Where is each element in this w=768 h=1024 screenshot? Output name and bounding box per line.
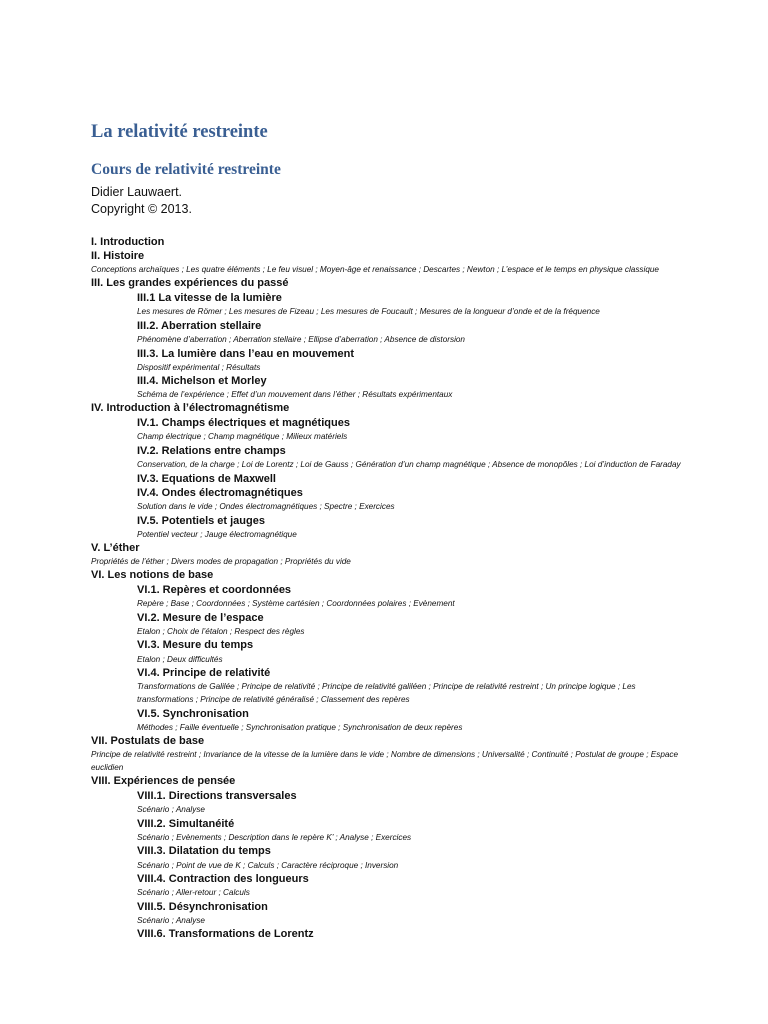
toc-section-heading: III.4. Michelson et Morley <box>137 375 267 388</box>
toc-section-heading: III.3. La lumière dans l’eau en mouvement <box>137 347 355 360</box>
toc-topic-list: Champ électrique ; Champ magnétique ; Milieux matériels <box>137 432 348 442</box>
toc-topic-list: Potentiel vecteur ; Jauge électromagnétique <box>137 530 297 540</box>
toc-topic-list: Etalon ; Deux difficultés <box>137 654 223 664</box>
toc-section-heading: VIII.2. Simultanéité <box>137 817 235 830</box>
toc-chapter-heading: VI. Les notions de base <box>91 569 214 582</box>
toc-section-heading: VIII.3. Dilatation du temps <box>137 845 271 858</box>
document-subtitle: Cours de relativité restreinte <box>91 161 281 178</box>
document-title: La relativité restreinte <box>91 122 268 142</box>
toc-section-heading: VIII.5. Désynchronisation <box>137 900 268 913</box>
table-of-contents <box>91 235 681 942</box>
toc-topic-list: Etalon ; Choix de l’étalon ; Respect des règles <box>137 626 305 636</box>
toc-section-heading: VI.3. Mesure du temps <box>137 639 254 652</box>
toc-chapter-heading: VII. Postulats de base <box>91 735 205 748</box>
toc-topic-list: Conservation, de la charge ; Loi de Lorentz ; Loi de Gauss ; Génération d’un champ magnétique ; Absence de monopôles ; Loi d’induction de Faraday <box>137 460 681 470</box>
toc-section-heading: IV.1. Champs électriques et magnétiques <box>137 417 350 430</box>
toc-topic-list: Scénario ; Analyse <box>137 805 205 815</box>
toc-chapter-heading: VIII. Expériences de pensée <box>91 775 236 788</box>
toc-chapter-heading: II. Histoire <box>91 250 145 263</box>
toc-section-heading: VIII.4. Contraction des longueurs <box>137 873 309 886</box>
toc-section-heading: VIII.6. Transformations de Lorentz <box>137 928 314 941</box>
toc-section-heading: IV.5. Potentiels et jauges <box>137 514 265 527</box>
toc-section-heading: VI.1. Repères et coordonnées <box>137 584 292 597</box>
toc-section-heading: III.2. Aberration stellaire <box>137 319 262 332</box>
toc-section-heading: IV.4. Ondes électromagnétiques <box>137 487 303 500</box>
toc-section-heading: IV.3. Equations de Maxwell <box>137 472 276 485</box>
toc-chapter-heading: IV. Introduction à l’électromagnétisme <box>91 402 290 415</box>
toc-topic-list: Repère ; Base ; Coordonnées ; Système cartésien ; Coordonnées polaires ; Evènement <box>137 599 455 609</box>
toc-topic-list: Solution dans le vide ; Ondes électromagnétiques ; Spectre ; Exercices <box>137 502 395 512</box>
toc-topic-list: Scénario ; Point de vue de K ; Calculs ; Caractère réciproque ; Inversion <box>137 860 399 870</box>
toc-topic-list: Les mesures de Römer ; Les mesures de Fizeau ; Les mesures de Foucault ; Mesures de la longueur d’onde et de la fréquence <box>137 307 600 317</box>
toc-section-heading: III.1 La vitesse de la lumière <box>137 292 282 305</box>
toc-section-heading: VIII.1. Directions transversales <box>137 789 297 802</box>
toc-topic-list: Conceptions archaïques ; Les quatre éléments ; Le feu visuel ; Moyen-âge et renaissance ; Descartes ; Newton ; L’espace et le temps en physique classique <box>91 265 659 275</box>
toc-section-heading: VI.5. Synchronisation <box>137 707 249 720</box>
toc-chapter-heading: III. Les grandes expériences du passé <box>91 277 289 290</box>
toc-chapter-heading: I. Introduction <box>91 236 165 248</box>
toc-section-heading: VI.4. Principe de relativité <box>137 667 271 680</box>
toc-section-heading: IV.2. Relations entre champs <box>137 444 286 457</box>
toc-topic-list: Scénario ; Evènements ; Description dans le repère K’ ; Analyse ; Exercices <box>137 832 412 842</box>
toc-topic-list: Scénario ; Aller-retour ; Calculs <box>137 888 250 898</box>
toc-topic-list: Schéma de l’expérience ; Effet d’un mouvement dans l’éther ; Résultats expérimentaux <box>137 390 453 400</box>
toc-topic-list: Méthodes ; Faille éventuelle ; Synchronisation pratique ; Synchronisation de deux repères <box>137 723 463 733</box>
toc-topic-list: Scénario ; Analyse <box>137 915 205 925</box>
toc-topic-list: Principe de relativité restreint ; Invariance de la vitesse de la lumière dans le vide ; Nombre de dimensions ; Universalité ; Continuité ; Postulat de groupe ; Espace euclidien <box>91 750 679 773</box>
copyright-line: Copyright © 2013. <box>91 202 192 216</box>
toc-topic-list: Dispositif expérimental ; Résultats <box>137 362 261 372</box>
toc-chapter-heading: V. L’éther <box>91 542 140 555</box>
toc-topic-list: Phénomène d’aberration ; Aberration stellaire ; Ellipse d’aberration ; Absence de distorsion <box>137 335 465 345</box>
toc-topic-list: Transformations de Galilée ; Principe de relativité ; Principe de relativité galiléen ; Principe de relativité restreint ; Un principe logique ; Les transformations ; Principe de relativité généralisé ; Classement des repères <box>137 682 636 705</box>
document-page <box>91 121 681 942</box>
toc-section-heading: VI.2. Mesure de l’espace <box>137 611 264 624</box>
toc-topic-list: Propriétés de l’éther ; Divers modes de propagation ; Propriétés du vide <box>91 557 351 567</box>
author-line: Didier Lauwaert. <box>91 185 183 199</box>
